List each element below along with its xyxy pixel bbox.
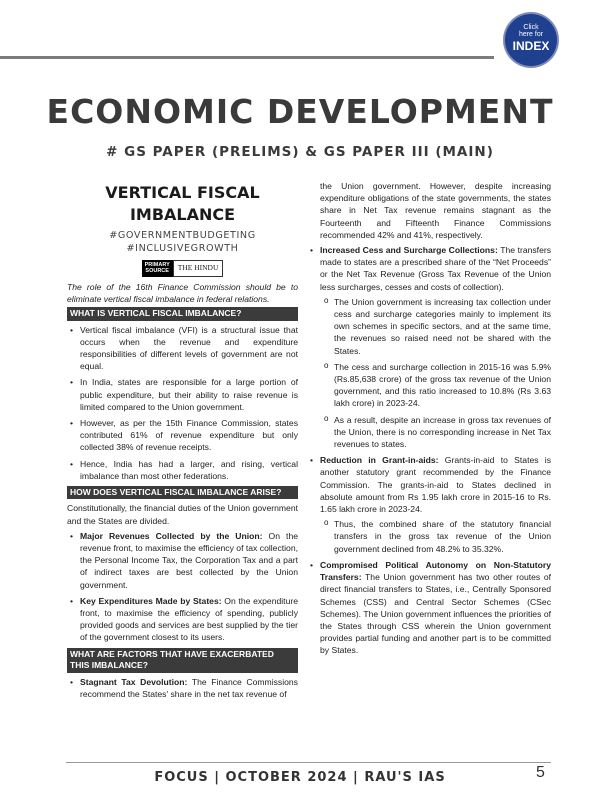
bullet-text: On the revenue front, to maximise the efficiency of tax collection, the Personal Income Tax, the Corporation Tax and a part of indirect taxes are best collected by the Union government. xyxy=(80,530,299,590)
factors-bullet-list-start xyxy=(67,676,298,700)
bullet-text: The Union government has two other routes of direct financial transfers to States, i.e., Centrally Sponsored Schemes (CSS) and Central Sector Schemes (CSec Schemes). The Union government influences the priorities of the States through CSS wherein the Union government provides partial funding and another part is to be committed by States. xyxy=(320,572,551,656)
right-column xyxy=(307,180,551,661)
index-button-label: INDEX xyxy=(512,38,550,53)
primary-source-line2: SOURCE xyxy=(145,268,169,275)
bullet-bold: Compromised Political Autonomy on Non-Statutory Transfers: xyxy=(320,559,551,583)
factors-bullet-list xyxy=(307,244,551,657)
list-item xyxy=(320,244,551,450)
sub-list xyxy=(320,518,551,555)
list-item xyxy=(80,676,298,700)
bullet-bold: Key Expenditures Made by States: xyxy=(80,595,222,606)
section-heading-how: HOW DOES VERTICAL FISCAL IMBALANCE ARISE? xyxy=(67,486,298,499)
source-name: THE HINDU xyxy=(173,260,224,277)
bullet-bold: Increased Cess and Surcharge Collections: xyxy=(320,245,498,256)
page-title: ECONOMIC DEVELOPMENT xyxy=(46,92,554,131)
bullet-text: Grants-in-aid to States is another statutory grant recommended by the Finance Commission. The grants-in-aid to States declined in absolute amount from Rs 1.95 lakh crore in 2015-16 to Rs. 1.65 lakh crore in 2023-24. xyxy=(320,455,551,515)
article-title xyxy=(67,182,298,227)
list-item xyxy=(320,559,551,657)
bullet-bold: Reduction in Grant-in-aids: xyxy=(320,455,439,466)
sub-list xyxy=(320,296,551,450)
header-rule xyxy=(0,56,494,59)
factors-continuation: the Union government. However, despite increasing expenditure obligations of the state governments, the states share in Net Tax revenue remains stagnant as the Fourteenth and Fifteenth Finance Commissions recommended 42% and 41%, respectively. xyxy=(320,181,551,240)
section-heading-factors: WHAT ARE FACTORS THAT HAVE EXACERBATED THIS IMBALANCE? xyxy=(67,648,298,673)
article-intro: The role of the 16th Finance Commission should be to eliminate vertical fiscal imbalance in federal relations. xyxy=(67,281,298,304)
index-button-line1: Click xyxy=(523,24,539,31)
how-paragraph: Constitutionally, the financial duties of the Union government and the States are divided. xyxy=(67,503,298,526)
bullet-text: On the expenditure front, to maximise the efficiency of spending, publicly provided goods and services are best supplied by the tier of the government closest to its users. xyxy=(80,595,298,643)
list-item: • Hence, India has had a larger, and rising, vertical imbalance than most other federations. xyxy=(80,458,298,482)
sub-list-item: o Thus, the combined share of the statutory financial transfers in the gross tax revenue of the Union government declined from 48.2% to 35.32%. xyxy=(334,518,551,555)
list-item: • In India, states are responsible for a large portion of public expenditure, but their ability to raise revenue is limited compared to the Union government. xyxy=(80,376,298,413)
sub-list-item: o As a result, despite an increase in gross tax revenues of the Union, there is no corresponding increase in Net Tax revenues to states. xyxy=(334,414,551,451)
list-item xyxy=(80,530,298,591)
sub-list-item: o The Union government is increasing tax collection under cess and surcharge categories mainly to implement its own schemes in specific sectors, and at the same time, the revenues so raised need not be shared with the States. xyxy=(334,296,551,357)
left-column xyxy=(67,180,298,704)
primary-source-label xyxy=(142,260,173,277)
footer-rule xyxy=(66,762,551,763)
index-button[interactable] xyxy=(505,14,557,66)
footer-text: FOCUS | OCTOBER 2024 | RAU'S IAS xyxy=(154,770,446,785)
article-hashtags: #GOVERNMENTBUDGETING #INCLUSIVEGROWTH xyxy=(109,229,256,255)
article-title-line2: IMBALANCE xyxy=(129,205,236,225)
section-heading-what: WHAT IS VERTICAL FISCAL IMBALANCE? xyxy=(67,307,298,320)
sub-list-item: o The cess and surcharge collection in 2015-16 was 5.9% (Rs.85,638 crore) of the gross tax revenue of the Union government, and this ratio increased to 10.8% (Rs 3.63 lakh crore) in 2023-24. xyxy=(334,361,551,410)
list-item xyxy=(80,595,298,644)
page-number: 5 xyxy=(536,764,545,781)
bullet-text: The Finance Commissions recommend the States' share in the net tax revenue of xyxy=(80,676,298,699)
how-bullet-list xyxy=(67,530,298,644)
source-badge xyxy=(67,260,298,277)
page-subtitle: # GS PAPER (PRELIMS) & GS PAPER III (MAIN) xyxy=(106,144,494,160)
list-item xyxy=(320,454,551,555)
bullet-bold: Major Revenues Collected by the Union: xyxy=(80,530,263,541)
bullet-text: The transfers made to states are a prescribed share of the “Net Proceeds” or the Net Tax Revenue (Gross Tax Revenue of the Union less surcharges, cesses and costs of collection). xyxy=(320,245,552,292)
bullet-bold: Stagnant Tax Devolution: xyxy=(80,676,188,687)
list-item: • Vertical fiscal imbalance (VFI) is a structural issue that occurs when the revenue and expenditure responsibilities of different levels of government are not equal. xyxy=(80,324,298,373)
what-bullet-list xyxy=(67,324,298,482)
list-item: • However, as per the 15th Finance Commission, states contributed 61% of revenue expenditure but only collected 38% of revenue receipts. xyxy=(80,417,298,454)
article-title-line1: VERTICAL FISCAL xyxy=(105,183,260,202)
index-button-line2: here for xyxy=(518,31,544,39)
primary-source-line1: PRIMARY xyxy=(144,262,170,268)
